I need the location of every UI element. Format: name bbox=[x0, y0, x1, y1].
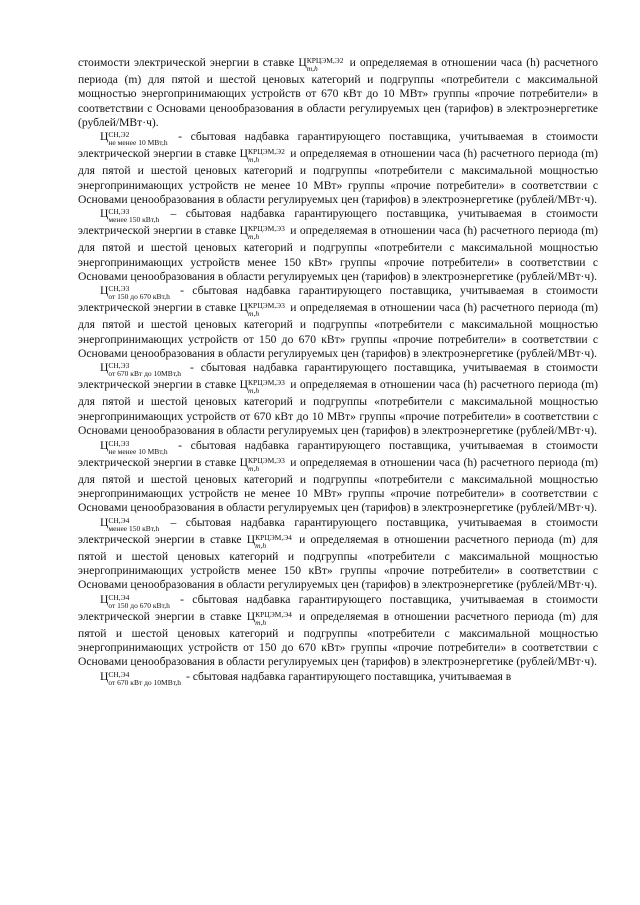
lead-subscript: от 150 до 670 кВт,h bbox=[108, 292, 170, 302]
paragraph bbox=[78, 439, 598, 516]
text-after-rate: и определяемая в отношении часа (h) расчетного периода (m) для пятой и шестой ценовых категорий и подгруппы «потребители с максимальной мощностью энергопринимающих устройств от 150 до 670 кВт» группы «прочие потребители» в соответствии с Основами ценообразования в области регулируемых цен (тарифов) в электроэнергетике (рублей/МВт·ч). bbox=[78, 301, 598, 361]
text-before-rate: – сбытовая надбавка гарантирующего поставщика, учитываемая в стоимости электрической энергии в ставке Ц bbox=[78, 207, 598, 238]
text-before-rate: - сбытовая надбавка гарантирующего поставщика, учитываемая в стоимости электрической энергии в ставке Ц bbox=[78, 592, 598, 623]
ref-subscript: m,h bbox=[248, 309, 260, 319]
lead-superscript: СН,Э4 bbox=[108, 669, 130, 679]
ref-indices bbox=[248, 379, 285, 395]
markup-symbol: Ц bbox=[100, 361, 109, 375]
lead-superscript: СН,Э3 bbox=[108, 284, 130, 294]
text-before-rate: - сбытовая надбавка гарантирующего поставщика, учитываемая в bbox=[183, 669, 512, 683]
paragraph-text bbox=[78, 284, 598, 360]
text-after-rate: и определяемая в отношении расчетного периода (m) для пятой и шестой ценовых категорий и подгруппы «потребители с максимальной мощностью энергопринимающих устройств от 150 до 670 кВт» группы «прочие потребители» в соответствии с Основами ценообразования в области регулируемых цен (тарифов) в электроэнергетике (рублей/МВт·ч). bbox=[78, 609, 598, 669]
lead-indices bbox=[108, 671, 181, 687]
lead-indices bbox=[108, 208, 159, 224]
paragraph-text bbox=[78, 361, 598, 437]
lead-indices bbox=[108, 285, 169, 301]
paragraph-text bbox=[78, 669, 512, 687]
ref-superscript: КРЦЭМ,Э4 bbox=[255, 609, 292, 619]
markup-symbol: Ц bbox=[100, 284, 109, 298]
text-after-rate: и определяемая в отношении часа (h) расчетного периода (m) для пятой и шестой ценовых категорий и подгруппы «потребители с максимальной мощностью энергопринимающих устройств от 670 кВт до 10 МВт» группы «прочие потребители» в соответствии с Основами ценообразования в области регулируемых цен (тарифов) в электроэнергетике (рублей/МВт·ч). bbox=[78, 56, 598, 130]
ref-superscript: КРЦЭМ,Э3 bbox=[248, 378, 285, 388]
ref-superscript: КРЦЭМ,Э3 bbox=[248, 301, 285, 311]
lead-superscript: СН,Э3 bbox=[108, 438, 130, 448]
paragraph bbox=[78, 361, 598, 438]
paragraph bbox=[78, 593, 598, 670]
paragraph bbox=[78, 130, 598, 207]
paragraph-text bbox=[78, 516, 598, 592]
lead-indices bbox=[108, 131, 167, 147]
ref-superscript: КРЦЭМ,Э3 bbox=[248, 455, 285, 465]
lead-subscript: менее 150 кВт,h bbox=[108, 523, 160, 533]
text-after-rate: и определяемая в отношении часа (h) расчетного периода (m) для пятой и шестой ценовых категорий и подгруппы «потребители с максимальной мощностью энергопринимающих устройств не менее 10 МВт» группы «прочие потребители» в соответствии с Основами ценообразования в области регулируемых цен (тарифов) в электроэнергетике (рублей/МВт·ч). bbox=[78, 147, 598, 207]
paragraph bbox=[78, 56, 598, 130]
ref-subscript: m,h bbox=[306, 64, 318, 73]
lead-indices bbox=[108, 517, 159, 533]
ref-indices bbox=[248, 302, 285, 318]
lead-subscript: от 670 кВт до 10МВт,h bbox=[108, 677, 182, 687]
text-before-rate: – сбытовая надбавка гарантирующего поставщика, учитываемая в стоимости электрической энергии в ставке Ц bbox=[78, 515, 598, 546]
lead-superscript: СН,Э4 bbox=[108, 592, 130, 602]
lead-superscript: СН,Э4 bbox=[108, 515, 130, 525]
ref-indices bbox=[248, 225, 285, 241]
ref-subscript: m,h bbox=[255, 540, 267, 550]
ref-superscript: КРЦЭМ,Э2 bbox=[248, 147, 285, 157]
paragraph-text bbox=[78, 439, 598, 515]
document-body bbox=[78, 56, 598, 687]
lead-subscript: от 150 до 670 кВт,h bbox=[108, 600, 170, 610]
ref-subscript: m,h bbox=[255, 617, 267, 627]
text-after-rate: и определяемая в отношении часа (h) расчетного периода (m) для пятой и шестой ценовых категорий и подгруппы «потребители с максимальной мощностью энергопринимающих устройств менее 150 кВт» группы «прочие потребители» в соответствии с Основами ценообразования в области регулируемых цен (тарифов) в электроэнергетике (рублей/МВт·ч). bbox=[78, 224, 598, 284]
ref-subscript: m,h bbox=[248, 463, 260, 473]
markup-symbol: Ц bbox=[100, 592, 109, 606]
lead-superscript: СН,Э2 bbox=[108, 130, 130, 140]
text-after-rate: и определяемая в отношении часа (h) расчетного периода (m) для пятой и шестой ценовых категорий и подгруппы «потребители с максимальной мощностью энергопринимающих устройств не менее 10 МВт» группы «прочие потребители» в соответствии с Основами ценообразования в области регулируемых цен (тарифов) в электроэнергетике (рублей/МВт·ч). bbox=[78, 455, 598, 515]
text-before-rate: - сбытовая надбавка гарантирующего поставщика, учитываемая в стоимости электрической энергии в ставке Ц bbox=[78, 284, 598, 315]
ref-indices bbox=[307, 57, 344, 73]
ref-superscript: КРЦЭМ,Э3 bbox=[248, 224, 285, 234]
ref-subscript: m,h bbox=[248, 232, 260, 242]
paragraph-text bbox=[78, 56, 598, 129]
lead-subscript: от 670 кВт до 10МВт,h bbox=[108, 369, 182, 379]
paragraph bbox=[78, 670, 598, 687]
markup-symbol: Ц bbox=[100, 669, 109, 683]
ref-subscript: m,h bbox=[248, 155, 260, 165]
ref-superscript: КРЦЭМ,Э2 bbox=[306, 56, 344, 65]
ref-indices bbox=[255, 534, 292, 550]
ref-indices bbox=[248, 148, 285, 164]
lead-superscript: СН,Э3 bbox=[108, 361, 130, 371]
ref-indices bbox=[248, 457, 285, 473]
text-after-rate: и определяемая в отношении расчетного периода (m) для пятой и шестой ценовых категорий и подгруппы «потребители с максимальной мощностью энергопринимающих устройств менее 150 кВт» группы «прочие потребители» в соответствии с Основами ценообразования в области регулируемых цен (тарифов) в электроэнергетике (рублей/МВт·ч). bbox=[78, 532, 598, 592]
paragraph bbox=[78, 516, 598, 593]
paragraph bbox=[78, 207, 598, 284]
ref-subscript: m,h bbox=[248, 386, 260, 396]
text-before-rate: - сбытовая надбавка гарантирующего поставщика, учитываемая в стоимости электрической энергии в ставке Ц bbox=[78, 438, 598, 469]
markup-symbol: Ц bbox=[100, 438, 109, 452]
lead-subscript: не менее 10 МВт,h bbox=[108, 138, 168, 148]
lead-indices bbox=[108, 362, 181, 378]
paragraph-text bbox=[78, 593, 598, 669]
ref-indices bbox=[255, 611, 292, 627]
markup-symbol: Ц bbox=[100, 207, 109, 221]
markup-symbol: Ц bbox=[100, 130, 109, 144]
lead-subscript: не менее 10 МВт,h bbox=[108, 446, 168, 456]
lead-indices bbox=[108, 440, 167, 456]
lead-indices bbox=[108, 594, 169, 610]
lead-superscript: СН,Э3 bbox=[108, 207, 130, 217]
lead-subscript: менее 150 кВт,h bbox=[108, 215, 160, 225]
text-after-rate: и определяемая в отношении часа (h) расчетного периода (m) для пятой и шестой ценовых категорий и подгруппы «потребители с максимальной мощностью энергопринимающих устройств от 670 кВт до 10 МВт» группы «прочие потребители» в соответствии с Основами ценообразования в области регулируемых цен (тарифов) в электроэнергетике (рублей/МВт·ч). bbox=[78, 378, 598, 438]
paragraph bbox=[78, 284, 598, 361]
text-before-rate: - сбытовая надбавка гарантирующего поставщика, учитываемая в стоимости электрической энергии в ставке Ц bbox=[78, 130, 598, 161]
ref-superscript: КРЦЭМ,Э4 bbox=[255, 532, 292, 542]
markup-symbol: Ц bbox=[100, 515, 109, 529]
paragraph-text bbox=[78, 207, 598, 283]
text-before-rate: стоимости электрической энергии в ставке Ц bbox=[78, 56, 307, 69]
paragraph-text bbox=[78, 130, 598, 206]
text-before-rate: - сбытовая надбавка гарантирующего поставщика, учитываемая в стоимости электрической энергии в ставке Ц bbox=[78, 361, 598, 392]
